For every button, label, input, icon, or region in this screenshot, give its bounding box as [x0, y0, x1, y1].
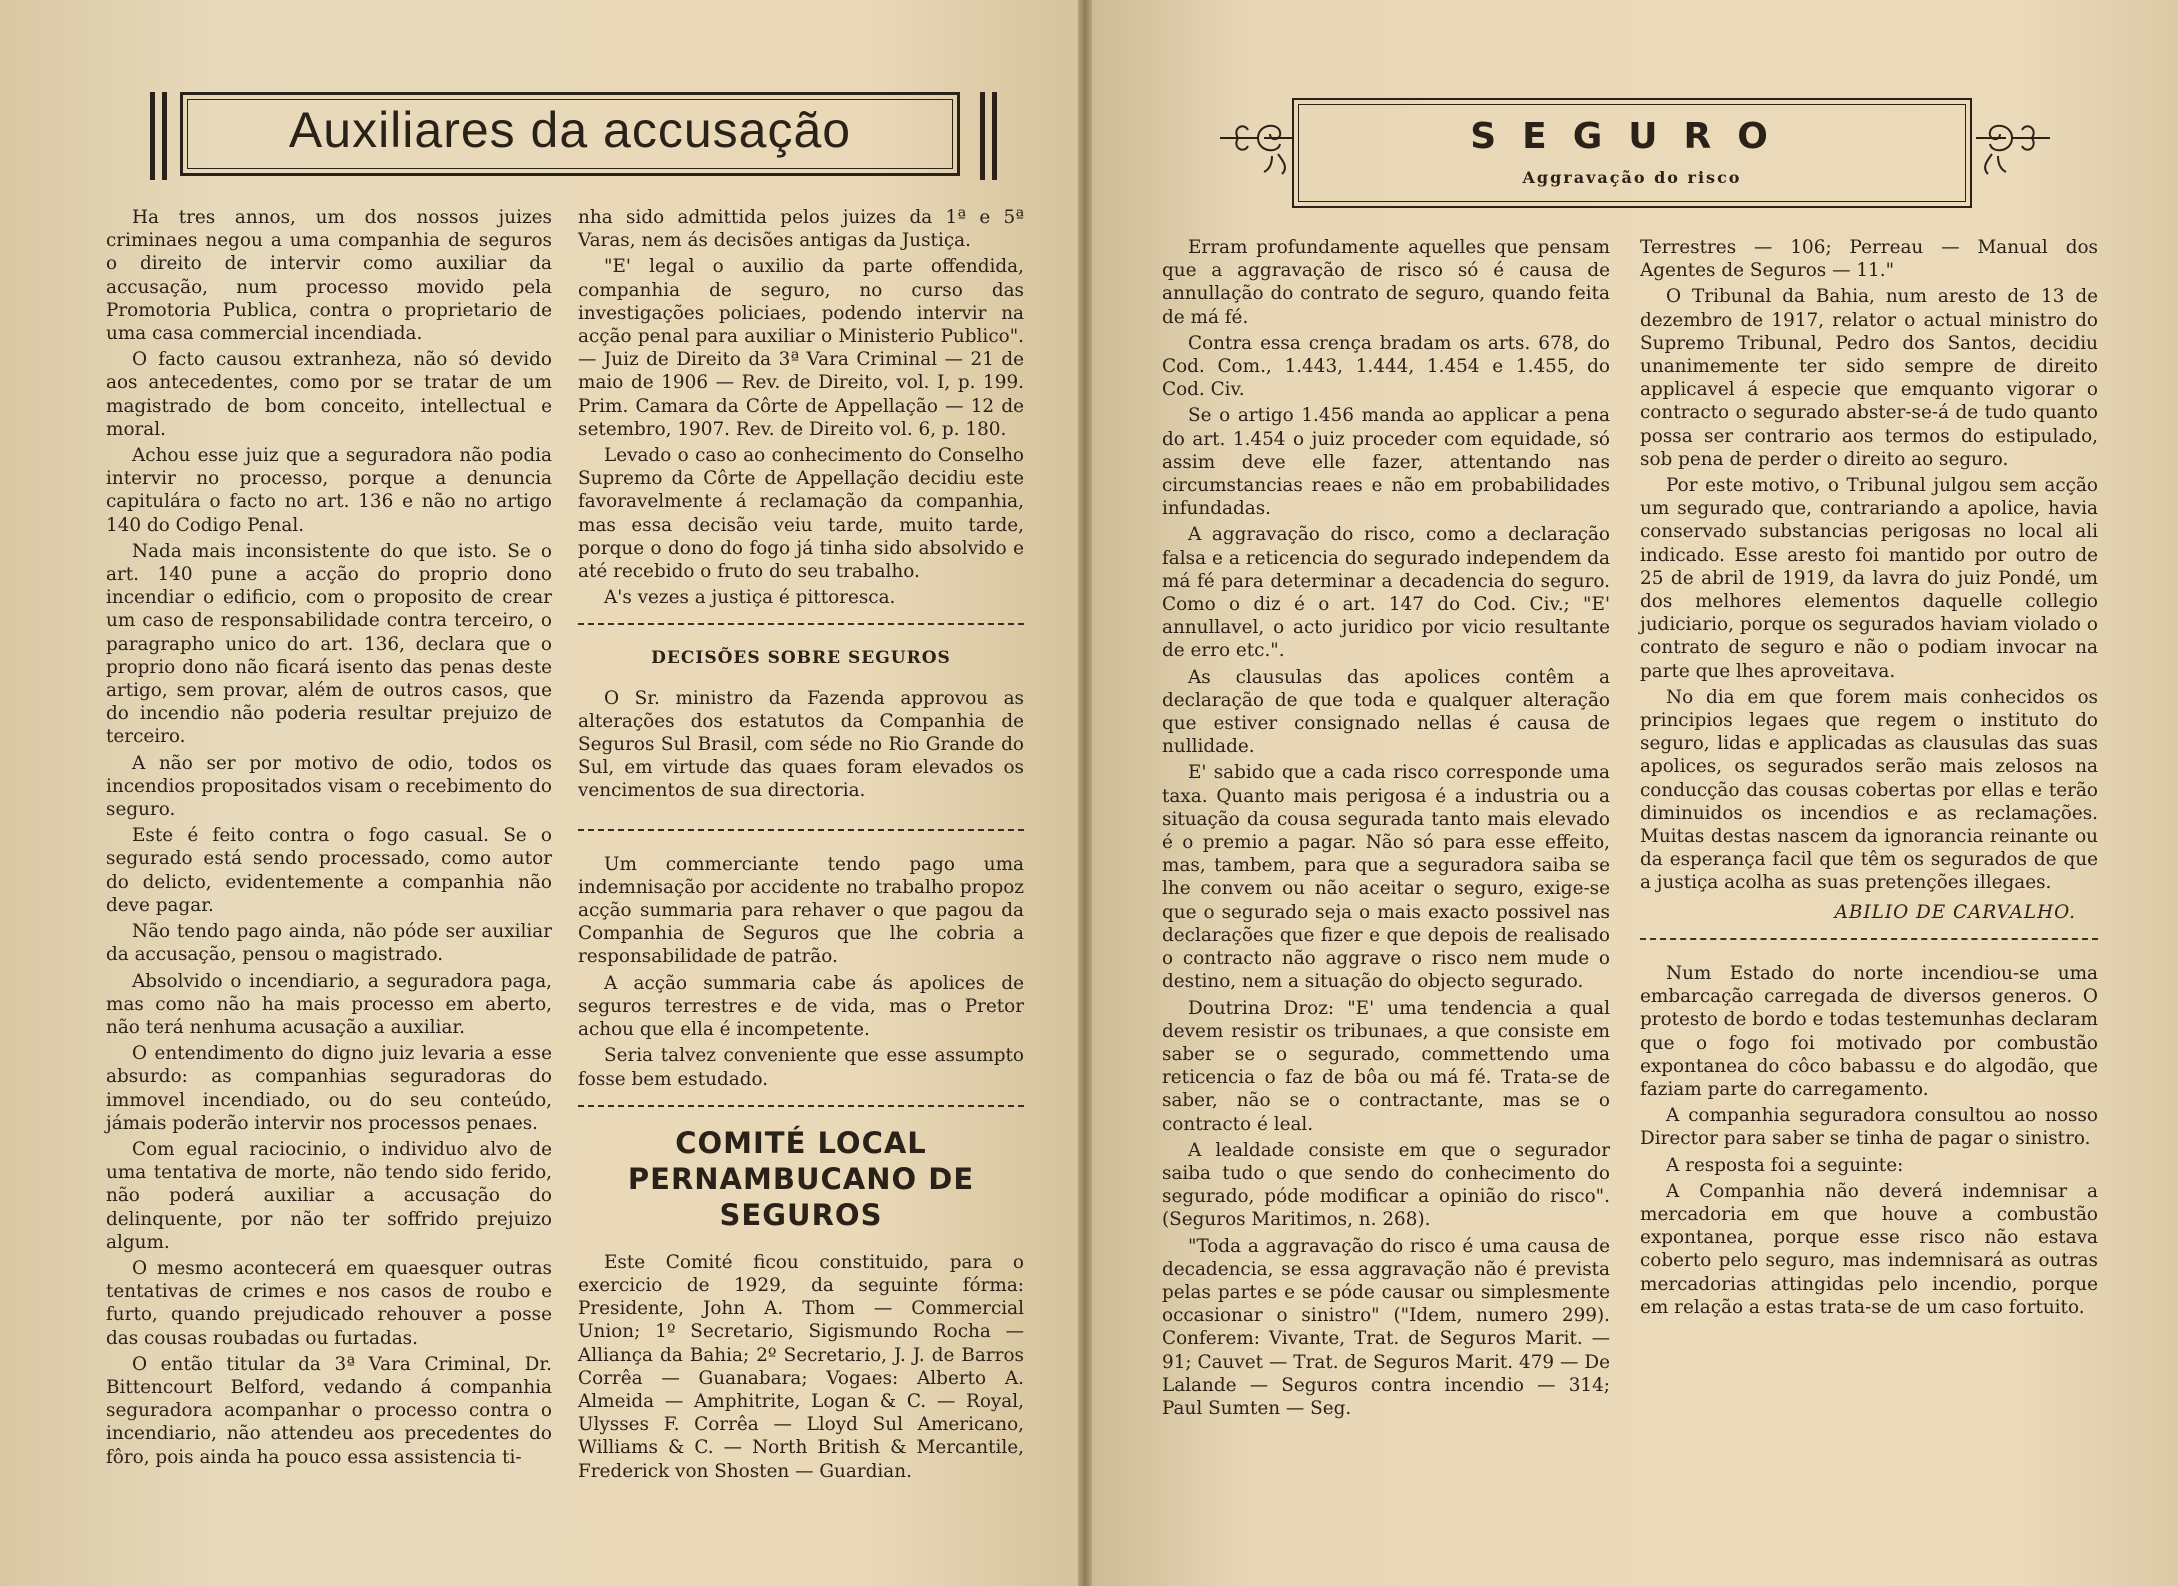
paragraph: Este é feito contra o fogo casual. Se o segurado está sendo processado, como autor do delicto, evidentemente a companhia não deve pagar. — [106, 825, 552, 916]
paragraph: A não ser por motivo de odio, todos os incendios propositados visam o recebimento do seguro. — [106, 752, 552, 821]
paragraph: "Toda a aggravação do risco é uma causa de decadencia, se essa aggravação não é prevista pelas partes e se póde causar ou simplesmente occasionar o sinistro" ("Idem, numero 299). Conferem: Vivante, Trat. de Seguros Marit. — 91; Cauvet — Trat. de Seguros Marit. 479 — De Lalande — Seguros contra incendio — 314; Paul Sumten — Seg. — [1162, 1235, 1610, 1419]
paragraph: Absolvido o incendiario, a seguradora paga, mas como não ha mais processo em aberto, não terá nenhuma acusação a auxiliar. — [106, 970, 552, 1038]
paragraph: Se o artigo 1.456 manda ao applicar a pena do art. 1.454 o juiz proceder com equidade, só assim deve elle fazer, attentando nas circumstancias reaes e não em probabilidades infundadas. — [1162, 405, 1610, 520]
paragraph: "E' legal o auxilio da parte offendida, companhia de seguro, no curso das investigações policiaes, podendo intervir na acção penal para auxiliar o Ministerio Publico". — Juiz de Direito da 3ª Vara Criminal — 21 de maio de 1906 — Rev. de Direito, vol. I, p. 199. Prim. Camara da Côrte de Appellação — 12 de setembro, 1907. Rev. de Direito vol. 6, p. 180. — [578, 256, 1024, 440]
paragraph: Terrestres — 106; Perreau — Manual dos Agentes de Seguros — 11." — [1640, 237, 2098, 282]
section-divider — [578, 829, 1024, 831]
paragraph: A companhia seguradora consultou ao nosso Director para saber se tinha de pagar o sinistro. — [1640, 1105, 2098, 1150]
paragraph: Achou esse juiz que a seguradora não podia intervir no processo, porque a denuncia capitulára o facto no art. 136 e não no artigo 140 do Codigo Penal. — [106, 445, 552, 536]
header-rule — [992, 92, 997, 180]
right-column-2 — [1640, 236, 2098, 1319]
header-rule — [162, 92, 167, 180]
seguro-title: SEGURO — [1470, 116, 1794, 157]
paragraph: Seria talvez conveniente que esse assumpto fosse bem estudado. — [578, 1045, 1024, 1090]
section-divider — [578, 623, 1024, 625]
left-column-1 — [106, 206, 552, 1469]
paragraph: A's vezes a justiça é pittoresca. — [604, 587, 896, 609]
paragraph: Nada mais inconsistente do que isto. Se o art. 140 pune a acção do proprio dono incendiar o edificio, com o proposito de crear um caso de responsabilidade contra terceiro, o paragrapho unico do art. 136, declara que o proprio dono não ficará isento das penas deste artigo, sem provar, além de outros casos, que do incendio não poderia resultar prejuizo de terceiro. — [106, 540, 552, 748]
paragraph: Ha tres annos, um dos nossos juizes criminaes negou a uma companhia de seguros o direito de intervir como auxiliar da accusação, num processo movido pela Promotoria Publica, contra o proprietario de uma casa commercial incendiada. — [106, 207, 552, 345]
paragraph: Num Estado do norte incendiou-se uma embarcação carregada de diversos generos. O protesto de bordo e todas testemunhas declaram que o fogo foi motivado por combustão expontanea do côco babassu e do algodão, que faziam parte do carregamento. — [1640, 962, 2098, 1100]
paragraph: O facto causou extranheza, não só devido aos antecedentes, como por se tratar de um magistrado de bom conceito, intellectual e moral. — [106, 349, 552, 440]
paragraph: A resposta foi a seguinte: — [1666, 1154, 1904, 1176]
seguro-header-box — [1292, 98, 1972, 208]
paragraph: Este Comité ficou constituido, para o exercicio de 1929, da seguinte fórma: Presidente, John A. Thom — Commercial Union; 1º Secretario, Sigismundo Rocha — Alliança da Bahia; 2º Secretario, J. J. de Barros Corrêa — Guanabara; Vogaes: Alberto A. Almeida — Amphitrite, Logan & C. — Royal, Ulysses F. Corrêa — Lloyd Sul Americano, Williams & C. — North British & Mercantile, Frederick von Shosten — Guardian. — [578, 1251, 1024, 1482]
paragraph: O Sr. ministro da Fazenda approvou as alterações dos estatutos da Companhia de Seguros Sul Brasil, com séde no Rio Grande do Sul, em virtude das quaes foram elevados os vencimentos de sua directoria. — [578, 687, 1024, 802]
paragraph: E' sabido que a cada risco corresponde uma taxa. Quanto mais perigosa é a industria ou a situação da cousa segurada tanto mais elevado é o premio a pagar. Não só para esse effeito, mas, tambem, para que a seguradora saiba se lhe convem ou não aceitar o seguro, exige-se que o segurado seja o mais exacto possivel nas declarações que fizer e que depois de realisado o contracto não aggrave o risco nem mude o destino, nem a situação do objecto segurado. — [1162, 762, 1610, 993]
paragraph: O mesmo acontecerá em quaesquer outras tentativas de crimes e nos casos de roubo e furto, quando prejudicado rehouver a posse das cousas roubadas ou furtadas. — [106, 1257, 552, 1349]
paragraph: O então titular da 3ª Vara Criminal, Dr. Bittencourt Belford, vedando á companhia seguradora acompanhar o processo contra o incendiario, não attendeu aos precedentes do fôro, pois ainda ha pouco essa assistencia ti- — [106, 1353, 552, 1468]
paragraph: As clausulas das apolices contêm a declaração de que toda e qualquer alteração que estiver consignado nellas é causa de nullidade. — [1162, 666, 1610, 758]
paragraph: No dia em que forem mais conhecidos os principios legaes que regem o instituto do seguro, lidas e applicadas as clausulas das suas apolices, os segurados serão mais zelosos na conducção das cousas cobertas por ellas e terão diminuidos os incendios e as reclamações. Muitas destas nascem da ignorancia reinante ou da esperança facil que têm os segurados de que a justiça acolha as suas pretenções illegaes. — [1640, 686, 2098, 894]
flourish-ornament-left — [1218, 118, 1296, 188]
paragraph: A lealdade consiste em que o segurador saiba tudo o que sendo do conhecimento do segurado, póde modificar a opinião do risco". (Seguros Maritimos, n. 268). — [1162, 1139, 1610, 1231]
paragraph: Erram profundamente aquelles que pensam que a aggravação de risco só é causa de annullação do contrato de seguro, quando feita de má fé. — [1162, 237, 1610, 328]
author-signature: ABILIO DE CARVALHO. — [1834, 901, 2076, 923]
paragraph: O Tribunal da Bahia, num aresto de 13 de dezembro de 1917, relator o actual ministro do Supremo Tribunal, Pedro dos Santos, decidiu unanimemente ter sido sempre de direito applicavel á especie que emquanto vigorar o contracto o segurado abster-se-á de tudo quanto possa ser contrario aos termos do estipulado, sob pena de perder o direito ao seguro. — [1640, 286, 2098, 470]
paragraph: O entendimento do digno juiz levaria a esse absurdo: as companhias seguradoras do immovel incendiado, ou do seu conteúdo, jámais poderão intervir nos processos penaes. — [106, 1043, 552, 1134]
paragraph: A Companhia não deverá indemnisar a mercadoria em que houve a combustão expontanea, porque esse risco não estava coberto pelo seguro, mas indemnisará as outras mercadorias attingidas pelo incendio, porque em relação a estas trata-se de um caso fortuito. — [1640, 1180, 2098, 1318]
paragraph: Com egual raciocinio, o individuo alvo de uma tentativa de morte, não tendo sido ferido, não poderá auxiliar a accusação do delinquente, por não ter soffrido prejuizo algum. — [106, 1138, 552, 1253]
paragraph: Por este motivo, o Tribunal julgou sem acção um segurado que, contrariando a apolice, havia conservado substancias perigosas no local ali indicado. Esse aresto foi mantido por outro de 25 de abril de 1919, da lavra do juiz Pondé, um dos melhores elementos daquelle collegio judiciario, porque os segurados haviam violado o contrato de seguro e não o podiam invocar na parte que lhes aproveitava. — [1640, 475, 2098, 682]
article-title: Auxiliares da accusação — [288, 102, 852, 158]
paragraph: A acção summaria cabe ás apolices de seguros terrestres e de vida, mas o Pretor achou que ella é incompetente. — [578, 972, 1024, 1041]
left-column-2 — [578, 206, 1024, 1483]
article-header-box — [180, 92, 960, 176]
paragraph: Um commerciante tendo pago uma indemnisação por accidente no trabalho propoz acção summaria para rehaver o que pagou da Companhia de Seguros que lhe cobria a responsabilidade de patrão. — [578, 853, 1024, 968]
flourish-ornament-right — [1974, 118, 2052, 188]
right-column-1 — [1162, 236, 1610, 1420]
page-gutter — [1078, 0, 1092, 1586]
section-divider — [1640, 938, 2098, 940]
seguro-subtitle: Aggravação do risco — [1522, 168, 1742, 187]
paragraph: nha sido admittida pelos juizes da 1ª e 5ª Varas, nem ás decisões antigas da Justiça. — [578, 207, 1024, 252]
paragraph: A aggravação do risco, como a declaração falsa e a reticencia do segurado independem da má fé para determinar a decadencia do seguro. Como o diz é o art. 147 do Cod. Civ.; "E' annullavel, o acto juridico por vicio resultante de erro etc.". — [1162, 524, 1610, 662]
header-rule — [150, 92, 155, 180]
section-title: COMITÉ LOCAL PERNAMBUCANO DE SEGUROS — [627, 1125, 975, 1232]
paragraph: Levado o caso ao conhecimento do Conselho Supremo da Côrte de Appellação decidiu este favoravelmente á reclamação da companhia, mas essa decisão veiu tarde, muito tarde, porque o dono do fogo já tinha sido absolvido e até recebido o fruto do seu trabalho. — [578, 445, 1024, 583]
section-title: DECISÕES SOBRE SEGUROS — [651, 648, 951, 669]
paragraph: Doutrina Droz: "E' uma tendencia a qual devem resistir os tribunaes, a que consiste em saber se o segurado, commettendo uma reticencia o faz de bôa ou má fé. Trata-se de saber, não se o contractante, mas se o contracto é leal. — [1162, 997, 1610, 1135]
section-divider — [578, 1105, 1024, 1107]
paragraph: Não tendo pago ainda, não póde ser auxiliar da accusação, pensou o magistrado. — [106, 921, 552, 966]
header-rule — [980, 92, 985, 180]
paragraph: Contra essa crença bradam os arts. 678, do Cod. Com., 1.443, 1.444, 1.454 e 1.455, do Cod. Civ. — [1162, 332, 1610, 401]
